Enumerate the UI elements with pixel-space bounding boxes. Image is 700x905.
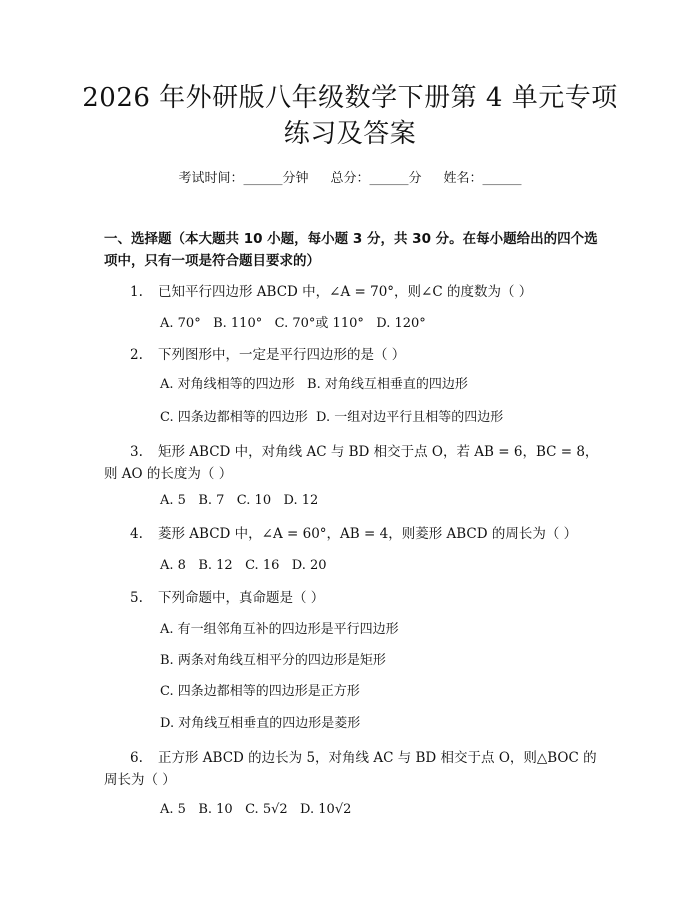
question-number: 3. [130,444,143,460]
question-number: 5. [130,590,143,606]
question-4 [104,523,600,545]
question-6-options: A. 5 B. 10 C. 5√2 D. 10√2 [160,802,352,817]
question-5-option-c: C. 四条边都相等的四边形是正方形 [160,684,360,699]
question-text: 下列命题中，真命题是（ ） [158,590,325,606]
exam-title [70,80,630,152]
question-text: 矩形 ABCD 中，对角线 AC 与 BD 相交于点 O，若 AB = 6，BC = 8，则 AO 的长度为（ ） [104,444,599,482]
question-5-option-a: A. 有一组邻角互补的四边形是平行四边形 [160,622,399,637]
title-line-1: 2026 年外研版八年级数学下册第 4 单元专项 [82,83,618,113]
question-3-options: A. 5 B. 7 C. 10 D. 12 [160,493,319,508]
question-3 [104,441,600,485]
question-number: 6. [130,750,143,766]
question-5-option-b: B. 两条对角线互相平分的四边形是矩形 [160,653,386,668]
question-text: 下列图形中，一定是平行四边形的是（ ） [158,347,406,363]
question-6 [104,747,600,791]
question-text: 正方形 ABCD 的边长为 5，对角线 AC 与 BD 相交于点 O，则△BOC 的周长为（ ） [104,750,597,788]
exam-total-score: 总分：______分 [330,171,422,186]
question-number: 2. [130,347,143,363]
exam-time: 考试时间：______分钟 [178,171,309,186]
question-number: 4. [130,526,143,542]
question-number: 1. [130,284,143,300]
question-text: 已知平行四边形 ABCD 中，∠A = 70°，则∠C 的度数为（ ） [158,284,533,300]
question-2-options-b: C. 四条边都相等的四边形 D. 一组对边平行且相等的四边形 [160,410,504,425]
student-name: 姓名：______ [443,171,522,186]
question-2 [104,344,600,366]
question-text: 菱形 ABCD 中，∠A = 60°，AB = 4，则菱形 ABCD 的周长为（ ） [158,526,578,542]
question-2-options-a: A. 对角线相等的四边形 B. 对角线互相垂直的四边形 [160,377,468,392]
title-line-2: 练习及答案 [283,119,417,149]
exam-meta [0,170,700,188]
question-4-options: A. 8 B. 12 C. 16 D. 20 [160,558,327,573]
question-1 [104,281,600,303]
question-1-options: A. 70° B. 110° C. 70°或 110° D. 120° [160,316,426,331]
question-5-option-d: D. 对角线互相垂直的四边形是菱形 [160,716,361,731]
section-heading: 一、选择题（本大题共 10 小题，每小题 3 分，共 30 分。在每小题给出的四个选项中，只有一项是符合题目要求的） [104,231,598,269]
question-5 [104,587,600,609]
